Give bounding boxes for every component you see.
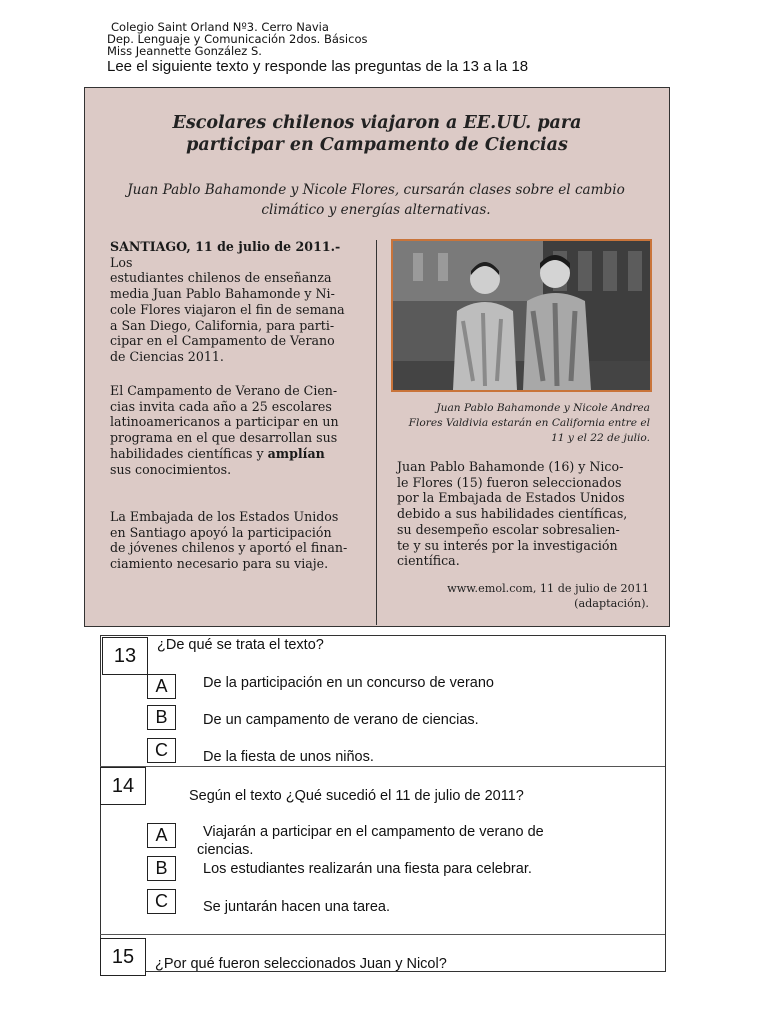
question-number: 14 — [100, 767, 146, 805]
question-separator — [100, 934, 665, 935]
article-subtitle — [96, 180, 656, 220]
paragraph-line: Los — [110, 254, 133, 270]
question-separator — [100, 766, 665, 767]
question-text: ¿Por qué fueron seleccionados Juan y Nicol? — [155, 956, 447, 972]
article-photo — [391, 239, 652, 392]
department-name: Dep. Lenguaje y Comunicación 2dos. Básicos — [107, 32, 368, 46]
article-paragraph — [397, 459, 651, 569]
source-line: www.emol.com, 11 de julio de 2011 — [447, 582, 649, 595]
paragraph-line: de Ciencias 2011. — [110, 348, 224, 364]
article-subtitle-line: Juan Pablo Bahamonde y Nicole Flores, cursarán clases sobre el cambio — [127, 182, 625, 198]
paragraph-line: te y su interés por la investigación — [397, 537, 618, 553]
option-letter[interactable]: C — [147, 738, 176, 763]
option-text[interactable] — [197, 823, 544, 859]
paragraph-line: científica. — [397, 553, 460, 569]
paragraph-line: habilidades científicas y — [110, 445, 268, 461]
option-letter[interactable]: A — [147, 674, 176, 699]
paragraph-line: cias invita cada año a 25 escolares — [110, 398, 332, 414]
photo-illustration — [393, 241, 650, 390]
paragraph-line: debido a sus habilidades científicas, — [397, 506, 628, 522]
article-title-line: Escolares chilenos viajaron a EE.UU. para — [172, 113, 582, 133]
option-letter[interactable]: B — [147, 856, 176, 881]
paragraph-line: Juan Pablo Bahamonde (16) y Nico- — [397, 459, 624, 474]
column-divider — [376, 240, 377, 625]
article-paragraph — [110, 383, 364, 477]
paragraph-line: cipar en el Campamento de Verano — [110, 333, 335, 349]
article-subtitle-line: climático y energías alternativas. — [261, 202, 491, 218]
teacher-name: Miss Jeannette González S. — [107, 44, 262, 58]
option-text-line: ciencias. — [197, 842, 254, 858]
paragraph-line: a San Diego, California, para parti- — [110, 317, 335, 333]
paragraph-line: en Santiago apoyó la participación — [110, 524, 332, 540]
paragraph-line: El Campamento de Verano de Cien- — [110, 383, 338, 398]
paragraph-line: sus conocimientos. — [110, 461, 232, 477]
option-letter[interactable]: A — [147, 823, 176, 848]
question-number: 13 — [102, 637, 148, 675]
paragraph-line: programa en el que desarrollan sus — [110, 430, 338, 446]
caption-line: Juan Pablo Bahamonde y Nicole Andrea — [436, 402, 650, 414]
article-paragraph — [110, 509, 364, 572]
paragraph-line: de jóvenes chilenos y aportó el finan- — [110, 540, 348, 556]
photo-caption — [392, 401, 650, 446]
paragraph-line: latinoamericanos a participar en un — [110, 414, 339, 430]
question-text: Según el texto ¿Qué sucedió el 11 de julio de 2011? — [189, 788, 524, 804]
caption-line: 11 y el 22 de julio. — [551, 432, 650, 444]
option-text[interactable]: De la participación en un concurso de verano — [203, 675, 494, 691]
bold-word: amplían — [267, 445, 325, 461]
question-number: 15 — [100, 938, 146, 976]
question-text: ¿De qué se trata el texto? — [157, 637, 324, 653]
option-text[interactable]: De la fiesta de unos niños. — [203, 749, 374, 765]
instruction-text: Lee el siguiente texto y responde las preguntas de la 13 a la 18 — [107, 58, 529, 75]
option-text[interactable]: De un campamento de verano de ciencias. — [203, 712, 479, 728]
paragraph-line: estudiantes chilenos de enseñanza — [110, 270, 332, 286]
option-text[interactable]: Se juntarán hacen una tarea. — [203, 899, 391, 915]
article-paragraph — [110, 239, 364, 365]
paragraph-line: media Juan Pablo Bahamonde y Ni- — [110, 286, 335, 302]
school-name: Colegio Saint Orland Nº3. Cerro Navia — [111, 20, 329, 34]
article-source — [397, 581, 649, 611]
option-text-line: Viajarán a participar en el campamento de verano de — [203, 824, 544, 840]
dateline: SANTIAGO, 11 de julio de 2011.- — [110, 239, 341, 254]
paragraph-line: le Flores (15) fueron seleccionados — [397, 474, 622, 490]
option-text[interactable]: Los estudiantes realizarán una fiesta para celebrar. — [203, 861, 532, 877]
article-title — [84, 112, 670, 156]
paragraph-line: ciamiento necesario para su viaje. — [110, 556, 329, 572]
source-line: (adaptación). — [574, 597, 649, 610]
paragraph-line: La Embajada de los Estados Unidos — [110, 509, 339, 524]
option-letter[interactable]: C — [147, 889, 176, 914]
article-title-line: participar en Campamento de Ciencias — [186, 135, 568, 155]
paragraph-line: cole Flores viajaron el fin de semana — [110, 301, 345, 317]
paragraph-line: por la Embajada de Estados Unidos — [397, 490, 625, 506]
caption-line: Flores Valdivia estarán en California entre el — [408, 417, 650, 429]
paragraph-line: su desempeño escolar sobresalien- — [397, 521, 620, 537]
option-letter[interactable]: B — [147, 705, 176, 730]
